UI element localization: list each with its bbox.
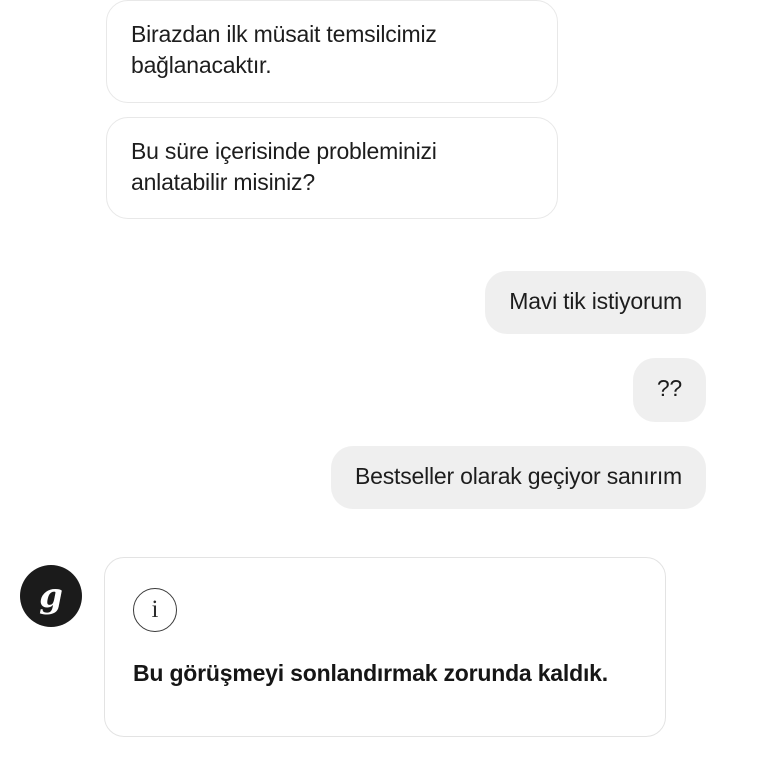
system-message-title: Bu görüşmeyi sonlandırmak zorunda kaldık. xyxy=(133,659,608,686)
system-message-row xyxy=(0,557,768,737)
message-row-outgoing-1 xyxy=(0,271,768,334)
avatar[interactable]: g xyxy=(20,565,82,627)
info-icon: i xyxy=(133,588,177,632)
message-bubble-incoming[interactable]: Bu süre içerisinde probleminizi anlatabilir misiniz? xyxy=(106,117,558,220)
message-row-outgoing-2 xyxy=(0,358,768,421)
message-row-incoming-2 xyxy=(0,117,768,220)
system-message-card xyxy=(104,557,666,737)
message-bubble-incoming[interactable]: Birazdan ilk müsait temsilcimiz bağlanacaktır. xyxy=(106,0,558,103)
message-bubble-outgoing[interactable]: ?? xyxy=(633,358,706,421)
message-row-incoming-1 xyxy=(0,0,768,103)
message-bubble-outgoing[interactable]: Bestseller olarak geçiyor sanırım xyxy=(331,446,706,509)
message-bubble-outgoing[interactable]: Mavi tik istiyorum xyxy=(485,271,706,334)
message-row-outgoing-3 xyxy=(0,446,768,509)
